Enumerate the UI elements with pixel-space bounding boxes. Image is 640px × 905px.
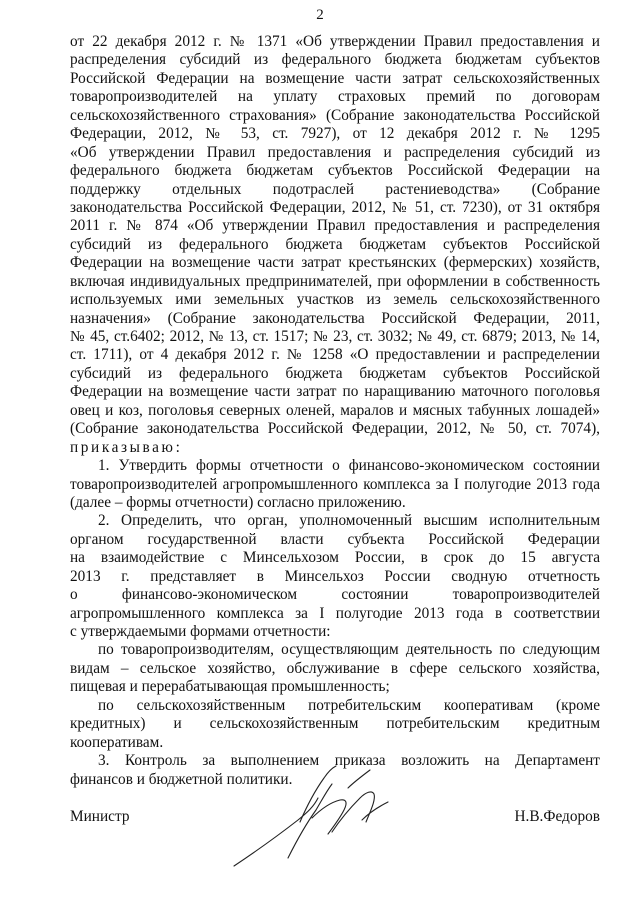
- text-line: на взаимодействие с Минсельхозом России, в срок до 15 августа: [70, 549, 600, 567]
- text-line: приказываю:: [70, 438, 183, 456]
- text-line: 3. Контроль за выполнением приказа возложить на Департамент: [98, 752, 600, 770]
- text-line: товаропроизводителей на уплату страховых премий по договорам: [70, 88, 600, 106]
- text-line: распределения субсидий из федерального бюджета бюджетам субъектов: [70, 51, 600, 69]
- text-line: 1. Утвердить формы отчетности о финансово-экономическом состоянии: [98, 457, 600, 475]
- text-line: Российской Федерации на возмещение части затрат сельскохозяйственных: [70, 69, 600, 87]
- text-line: от 22 декабря 2012 г. № 1371 «Об утверждении Правил предоставления и: [70, 33, 600, 50]
- signer-title: Министр: [70, 808, 130, 825]
- document-body: [70, 33, 600, 789]
- text-line: «Об утверждении Правил предоставления и распределения субсидий из: [70, 143, 600, 161]
- text-line: Федерации на возмещение части затрат крестьянских (фермерских) хозяйств,: [70, 254, 600, 272]
- text-line: агропромышленного комплекса за I полугодие 2013 года в соответствии: [70, 604, 600, 622]
- text-line: (Собрание законодательства Российской Федерации, 2012, № 50, ст. 7074),: [70, 420, 600, 438]
- signature-block: [70, 808, 600, 832]
- text-line: сельскохозяйственного страхования» (Собрание законодательства Российской: [70, 106, 600, 124]
- text-line: кооперативам.: [70, 733, 164, 751]
- text-line: овец и коз, поголовья северных оленей, маралов и мясных табунных лошадей»: [70, 401, 600, 419]
- text-line: о финансово-экономическом состоянии товаропроизводителей: [70, 586, 600, 604]
- text-line: ст. 1711), от 4 декабря 2012 г. № 1258 «О предоставлении и распределении: [70, 346, 600, 364]
- text-line: Федерации на возмещение части затрат по наращиванию маточного поголовья: [70, 383, 600, 401]
- text-line: Федерации, 2012, № 53, ст. 7927), от 12 декабря 2012 г. № 1295: [70, 125, 600, 143]
- text-line: с утверждаемыми формами отчетности:: [70, 623, 331, 640]
- text-line: кредитных) и сельскохозяйственным потребительским кредитным: [70, 715, 600, 733]
- page-number: 2: [316, 7, 324, 23]
- text-line: субсидий из федерального бюджета бюджетам субъектов Российской: [70, 364, 600, 382]
- text-line: видам – сельское хозяйство, обслуживание в сфере сельского хозяйства,: [70, 659, 600, 677]
- text-line: поддержку отдельных подотраслей растениеводства» (Собрание: [70, 180, 600, 198]
- text-line: (далее – формы отчетности) согласно приложению.: [70, 493, 406, 511]
- text-line: № 45, ст.6402; 2012, № 13, ст. 1517; № 23, ст. 3032; № 49, ст. 6879; 2013, № 14,: [70, 328, 600, 345]
- text-line: федерального бюджета бюджетам субъектов Российской Федерации на: [70, 162, 600, 180]
- text-line: товаропроизводителей агропромышленного комплекса за I полугодие 2013 года: [70, 475, 600, 493]
- text-line: включая индивидуальных предпринимателей, при оформлении в собственность: [70, 272, 600, 290]
- text-line: органом государственной власти субъекта Российской Федерации: [70, 530, 600, 548]
- text-line: по сельскохозяйственным потребительским кооперативам (кроме: [98, 696, 600, 714]
- text-line: законодательства Российской Федерации, 2012, № 51, ст. 7230), от 31 октября: [70, 198, 600, 216]
- text-line: субсидий из федерального бюджета бюджетам субъектов Российской: [70, 235, 600, 253]
- signer-name: Н.В.Федоров: [514, 808, 600, 825]
- text-line: назначения» (Собрание законодательства Российской Федерации, 2011,: [70, 309, 600, 327]
- text-line: 2013 г. представляет в Минсельхоз России сводную отчетность: [70, 567, 600, 585]
- text-line: 2. Определить, что орган, уполномоченный высшим исполнительным: [98, 512, 600, 530]
- text-line: 2011 г. № 874 «Об утверждении Правил предоставления и распределения: [70, 217, 600, 235]
- text-line: финансов и бюджетной политики.: [70, 770, 293, 788]
- text-line: пищевая и перерабатывающая промышленность;: [70, 678, 390, 696]
- text-line: используемых ими земельных участков из земель сельскохозяйственного: [70, 291, 600, 309]
- text-line: по товаропроизводителям, осуществляющим деятельность по следующим: [98, 641, 600, 659]
